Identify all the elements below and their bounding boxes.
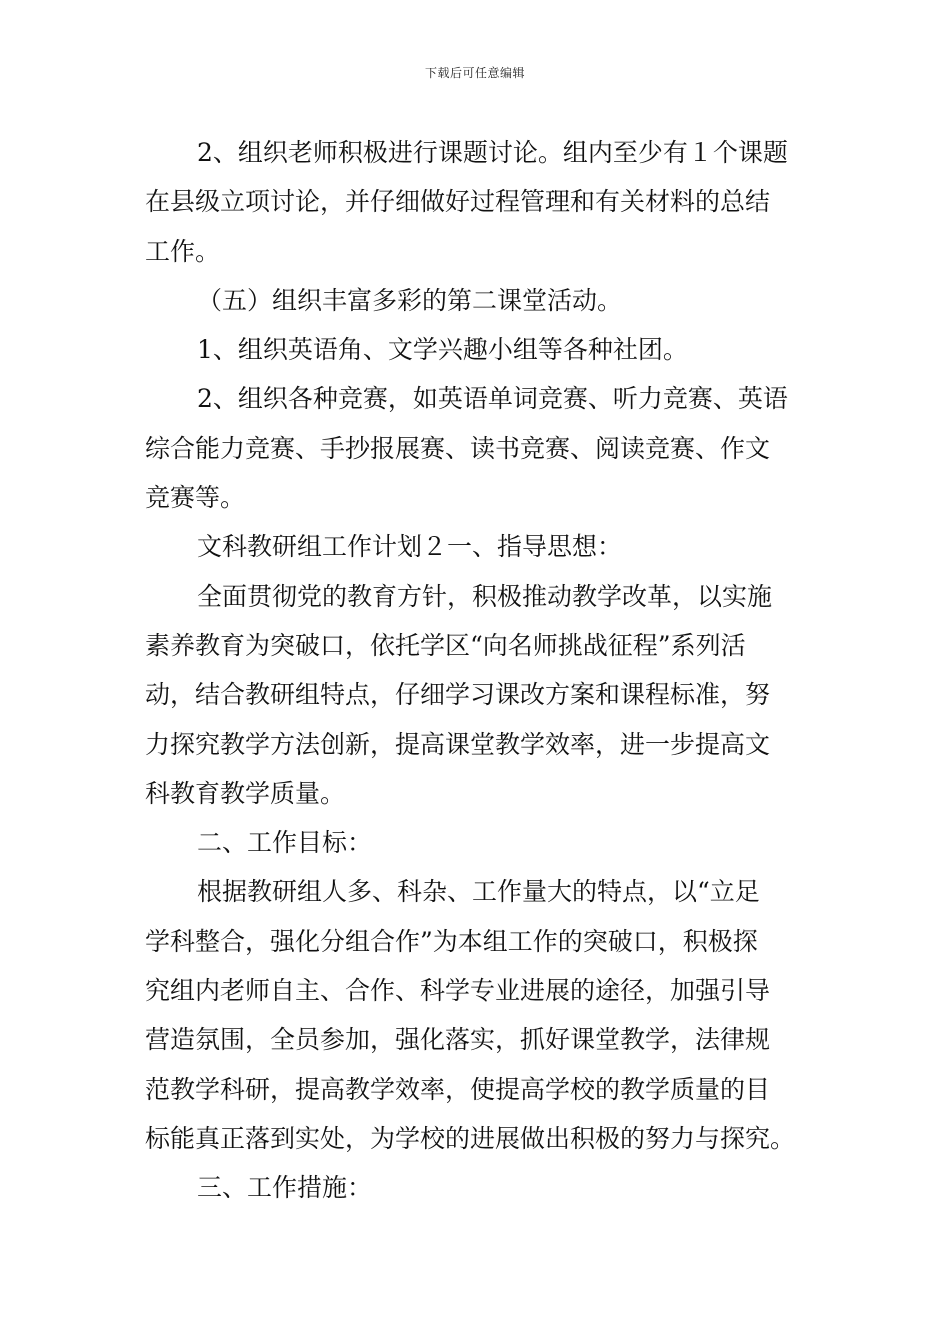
text-line: 营造氛围，全员参加，强化落实，抓好课堂教学，法律规 bbox=[145, 1025, 771, 1055]
text-line: 2、组织老师积极进行课题讨论。组内至少有１个课题 bbox=[197, 138, 788, 167]
text-line: 标能真正落到实处，为学校的进展做出积极的努力与探究。 bbox=[145, 1123, 796, 1153]
page-header: 下载后可任意编辑 bbox=[424, 66, 525, 80]
text-line: 科教育教学质量。 bbox=[145, 778, 346, 808]
text-line: 动，结合教研组特点，仔细学习课改方案和课程标准，努 bbox=[145, 680, 771, 710]
text-line: 范教学科研，提高教学效率，使提高学校的教学质量的目 bbox=[145, 1074, 771, 1104]
text-line: 在县级立项讨论，并仔细做好过程管理和有关材料的总结 bbox=[145, 187, 771, 217]
section-heading: 三、工作措施： bbox=[197, 1173, 373, 1203]
section-heading: （五）组织丰富多彩的第二课堂活动。 bbox=[197, 285, 623, 315]
text-line: 根据教研组人多、科杂、工作量大的特点，以“立足 bbox=[197, 877, 760, 907]
text-line: 工作。 bbox=[145, 236, 221, 266]
text-line: 竞赛等。 bbox=[145, 483, 246, 513]
section-heading: 二、工作目标： bbox=[197, 828, 373, 858]
text-line: 综合能力竞赛、手抄报展赛、读书竞赛、阅读竞赛、作文 bbox=[145, 433, 771, 463]
text-line: 究组内老师自主、合作、科学专业进展的途径，加强引导 bbox=[145, 976, 771, 1006]
text-line: 全面贯彻党的教育方针，积极推动教学改革，以实施 bbox=[197, 581, 773, 611]
text-line: 学科整合，强化分组合作”为本组工作的突破口，积极探 bbox=[145, 926, 758, 956]
section-heading: 文科教研组工作计划２一、指导思想： bbox=[197, 532, 623, 562]
text-line: 力探究教学方法创新，提高课堂教学效率，进一步提高文 bbox=[145, 729, 771, 759]
text-line: 1、组织英语角、文学兴趣小组等各种社团。 bbox=[197, 335, 688, 365]
document-body bbox=[145, 128, 810, 1213]
text-line: 素养教育为突破口，依托学区“向名师挑战征程”系列活 bbox=[145, 630, 746, 660]
text-line: 2、组织各种竞赛，如英语单词竞赛、听力竞赛、英语 bbox=[197, 384, 788, 414]
